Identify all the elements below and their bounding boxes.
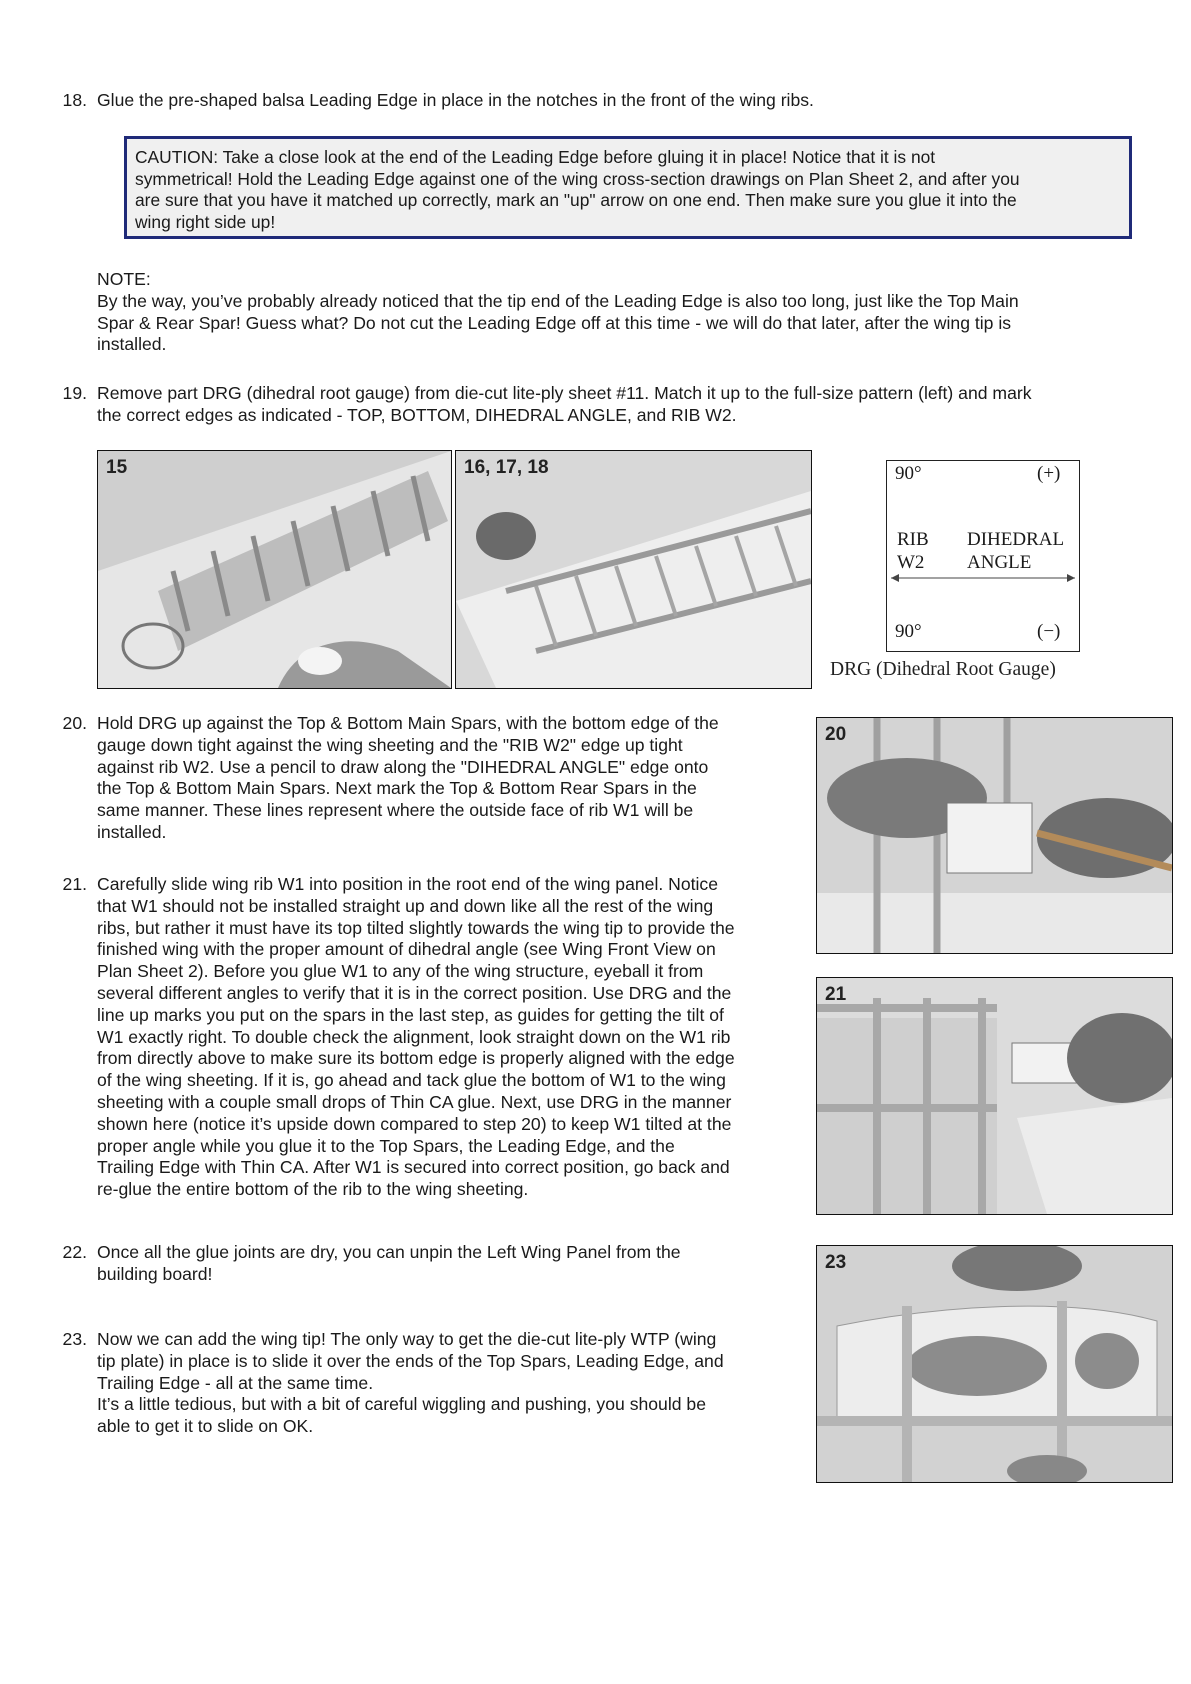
step-21-line: shown here (notice it’s upside down compared to step 20) to keep W1 tilted at the bbox=[97, 1113, 732, 1134]
photo-step-15 bbox=[97, 450, 452, 689]
step-23-line: tip plate) in place is to slide it over the ends of the Top Spars, Leading Edge, and bbox=[97, 1350, 724, 1371]
step-20-line: Hold DRG up against the Top & Bottom Main Spars, with the bottom edge of the bbox=[97, 713, 719, 733]
photo-label: 23 bbox=[825, 1252, 847, 1273]
step-23-line: Trailing Edge - all at the same time. bbox=[97, 1372, 374, 1393]
step-23-text bbox=[97, 1329, 817, 1438]
step-22-line: Once all the glue joints are dry, you can unpin the Left Wing Panel from the bbox=[97, 1242, 681, 1262]
photo-label: 15 bbox=[106, 457, 128, 478]
note-line: installed. bbox=[97, 334, 167, 355]
step-21-line: several different angles to verify that it is in the correct position. Use DRG and the bbox=[97, 982, 732, 1003]
step-20-line: installed. bbox=[97, 821, 167, 842]
step-21-line: of the wing sheeting. If it is, go ahead and tack glue the bottom of W1 to the wing bbox=[97, 1070, 726, 1091]
wing-tip-plate-illustration bbox=[817, 1246, 1172, 1482]
photo-label: 20 bbox=[825, 724, 847, 745]
step-21-text bbox=[97, 874, 817, 1201]
step-19-line: Remove part DRG (dihedral root gauge) from die-cut lite-ply sheet #11. Match it up to the full-size pattern (left) and mark bbox=[97, 383, 1032, 403]
photo-step-20 bbox=[816, 717, 1173, 954]
note-block bbox=[97, 269, 1167, 356]
drg-w2-label: W2 bbox=[897, 552, 925, 573]
photo-steps-16-17-18 bbox=[455, 450, 812, 689]
caution-line: are sure that you have it matched up correctly, mark an "up" arrow on one end. Then make sure you glue it into the bbox=[135, 190, 1017, 211]
drg-bottom-right-sign: (−) bbox=[1037, 621, 1061, 642]
drg-gauge-diagram bbox=[886, 460, 1080, 652]
step-21-number: 21. bbox=[62, 874, 87, 894]
step-21-line: that W1 should not be installed straight up and down like all the rest of the wing bbox=[97, 895, 714, 916]
step-23-line: able to get it to slide on OK. bbox=[97, 1416, 314, 1437]
step-23-number: 23. bbox=[62, 1329, 87, 1349]
photo-step-23 bbox=[816, 1245, 1173, 1483]
drg-on-spars-illustration bbox=[817, 718, 1172, 953]
step-21-line: W1 exactly right. To double check the alignment, look straight down on the W1 rib bbox=[97, 1026, 731, 1047]
step-21-line: Carefully slide wing rib W1 into position in the root end of the wing panel. Notice bbox=[97, 874, 719, 894]
photo-label: 16, 17, 18 bbox=[464, 457, 549, 478]
step-19-line: the correct edges as indicated - TOP, BOTTOM, DIHEDRAL ANGLE, and RIB W2. bbox=[97, 404, 737, 425]
caution-line: CAUTION: Take a close look at the end of the Leading Edge before gluing it in place! Notice that it is not bbox=[135, 147, 936, 167]
step-20-line: gauge down tight against the wing sheeting and the "RIB W2" edge up tight bbox=[97, 734, 683, 755]
note-heading: NOTE: bbox=[97, 269, 151, 289]
drg-arrow-icon bbox=[887, 461, 1079, 651]
step-21-line: finished wing with the proper amount of dihedral angle (see Wing Front View on bbox=[97, 939, 716, 960]
note-line: By the way, you’ve probably already noticed that the tip end of the Leading Edge is also too long, just like the Top Main bbox=[97, 290, 1019, 311]
step-19-text bbox=[97, 383, 1177, 427]
step-21-line: ribs, but rather it must have its top tilted slightly towards the wing tip to provide the bbox=[97, 917, 735, 938]
caution-box bbox=[124, 136, 1132, 239]
drg-top-right-sign: (+) bbox=[1037, 463, 1061, 484]
wing-ribs-illustration bbox=[98, 451, 451, 688]
caution-line: symmetrical! Hold the Leading Edge against one of the wing cross-section drawings on Plan Sheet 2, and after you bbox=[135, 168, 1020, 189]
step-21-line: line up marks you put on the spars in the last step, as guides for getting the tilt of bbox=[97, 1004, 724, 1025]
step-21-line: Plan Sheet 2). Before you glue W1 to any of the wing structure, eyeball it from bbox=[97, 961, 704, 982]
step-21-line: from directly above to make sure its bottom edge is properly aligned with the edge bbox=[97, 1048, 735, 1069]
photo-label: 21 bbox=[825, 984, 847, 1005]
step-21-line: sheeting with a couple small drops of Thin CA glue. Next, use DRG in the manner bbox=[97, 1091, 732, 1112]
step-21-line: Trailing Edge with Thin CA. After W1 is secured into correct position, go back and bbox=[97, 1157, 730, 1178]
step-22-text bbox=[97, 1242, 817, 1286]
caution-line: wing right side up! bbox=[135, 211, 276, 232]
photo-step-21 bbox=[816, 977, 1173, 1215]
drg-rib-label: RIB bbox=[897, 529, 929, 550]
rib-w1-illustration bbox=[817, 978, 1172, 1214]
step-21-line: proper angle while you glue it to the Top Spars, the Leading Edge, and the bbox=[97, 1135, 675, 1156]
step-22-number: 22. bbox=[62, 1242, 87, 1262]
step-22-line: building board! bbox=[97, 1263, 213, 1284]
step-18-number: 18. bbox=[62, 90, 87, 110]
note-line: Spar & Rear Spar! Guess what? Do not cut the Leading Edge off at this time - we will do that later, after the wing tip is bbox=[97, 312, 1012, 333]
wing-frame-illustration bbox=[456, 451, 811, 688]
drg-bottom-left-angle: 90° bbox=[895, 621, 922, 642]
drg-caption: DRG (Dihedral Root Gauge) bbox=[830, 659, 1056, 680]
step-20-line: same manner. These lines represent where the outside face of rib W1 will be bbox=[97, 800, 694, 821]
step-20-number: 20. bbox=[62, 713, 87, 733]
drg-dihedral-label: DIHEDRAL bbox=[967, 529, 1065, 550]
step-20-line: the Top & Bottom Main Spars. Next mark the Top & Bottom Rear Spars in the bbox=[97, 778, 697, 799]
step-23-line: It’s a little tedious, but with a bit of careful wiggling and pushing, you should be bbox=[97, 1394, 706, 1415]
step-20-text bbox=[97, 713, 817, 844]
step-21-line: re-glue the entire bottom of the rib to the wing sheeting. bbox=[97, 1179, 529, 1200]
drg-top-left-angle: 90° bbox=[895, 463, 922, 484]
step-19-number: 19. bbox=[62, 383, 87, 403]
drg-angle-label: ANGLE bbox=[967, 552, 1032, 573]
step-18-text: Glue the pre-shaped balsa Leading Edge in place in the notches in the front of the wing ribs. bbox=[97, 90, 814, 110]
step-23-line: Now we can add the wing tip! The only way to get the die-cut lite-ply WTP (wing bbox=[97, 1329, 717, 1349]
step-20-line: against rib W2. Use a pencil to draw along the "DIHEDRAL ANGLE" edge onto bbox=[97, 756, 709, 777]
